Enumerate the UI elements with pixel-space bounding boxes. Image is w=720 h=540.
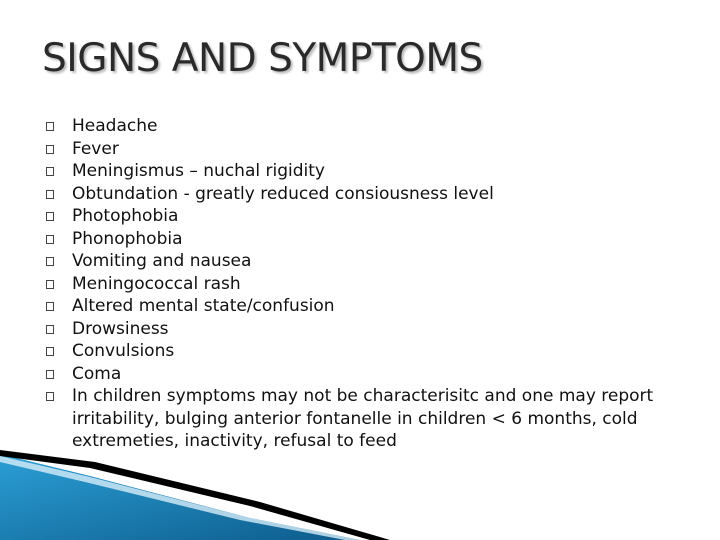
list-item bbox=[46, 138, 686, 161]
list-item bbox=[46, 115, 686, 138]
bullet-text: Fever bbox=[72, 138, 119, 159]
list-item bbox=[46, 228, 686, 251]
square-bullet-icon bbox=[46, 295, 72, 318]
bullet-text: In children symptoms may not be characterisitc and one may report irritability, bulging anterior fontanelle in children < 6 months, cold extremeties, inactivity, refusal to feed bbox=[72, 386, 654, 451]
square-bullet-icon bbox=[46, 363, 72, 386]
slide-title: SIGNS AND SYMPTOMS bbox=[42, 36, 483, 81]
bullet-text: Altered mental state/confusion bbox=[72, 296, 335, 316]
bullet-text: Convulsions bbox=[72, 341, 175, 361]
square-bullet-icon bbox=[46, 205, 72, 228]
bullet-text: Photophobia bbox=[72, 206, 179, 226]
square-bullet-icon bbox=[46, 385, 72, 408]
list-item bbox=[46, 295, 686, 318]
square-bullet-icon bbox=[46, 115, 72, 138]
list-item bbox=[46, 205, 686, 228]
square-bullet-icon bbox=[46, 138, 72, 161]
list-item bbox=[46, 363, 686, 386]
list-item bbox=[46, 273, 686, 296]
blue-wave-shape bbox=[0, 454, 360, 540]
square-bullet-icon bbox=[46, 318, 72, 341]
bullet-text: Headache bbox=[72, 116, 158, 136]
list-item bbox=[46, 183, 686, 206]
bullet-text: Vomiting and nausea bbox=[72, 251, 252, 271]
list-item bbox=[46, 318, 686, 341]
decorative-swoosh bbox=[0, 440, 720, 540]
list-item bbox=[46, 160, 686, 183]
square-bullet-icon bbox=[46, 250, 72, 273]
square-bullet-icon bbox=[46, 183, 72, 206]
bullet-text: Coma bbox=[72, 363, 122, 384]
bullet-text: Phonophobia bbox=[72, 228, 183, 249]
list-item bbox=[46, 340, 686, 363]
square-bullet-icon bbox=[46, 273, 72, 296]
square-bullet-icon bbox=[46, 228, 72, 251]
square-bullet-icon bbox=[46, 160, 72, 183]
square-bullet-icon bbox=[46, 340, 72, 363]
bullet-text: Meningismus – nuchal rigidity bbox=[72, 161, 325, 181]
list-item bbox=[46, 250, 686, 273]
bullet-text: Obtundation - greatly reduced consiousness level bbox=[72, 183, 494, 204]
bullet-text: Meningococcal rash bbox=[72, 273, 241, 294]
bullet-text: Drowsiness bbox=[72, 318, 169, 339]
bullet-list bbox=[46, 115, 686, 453]
